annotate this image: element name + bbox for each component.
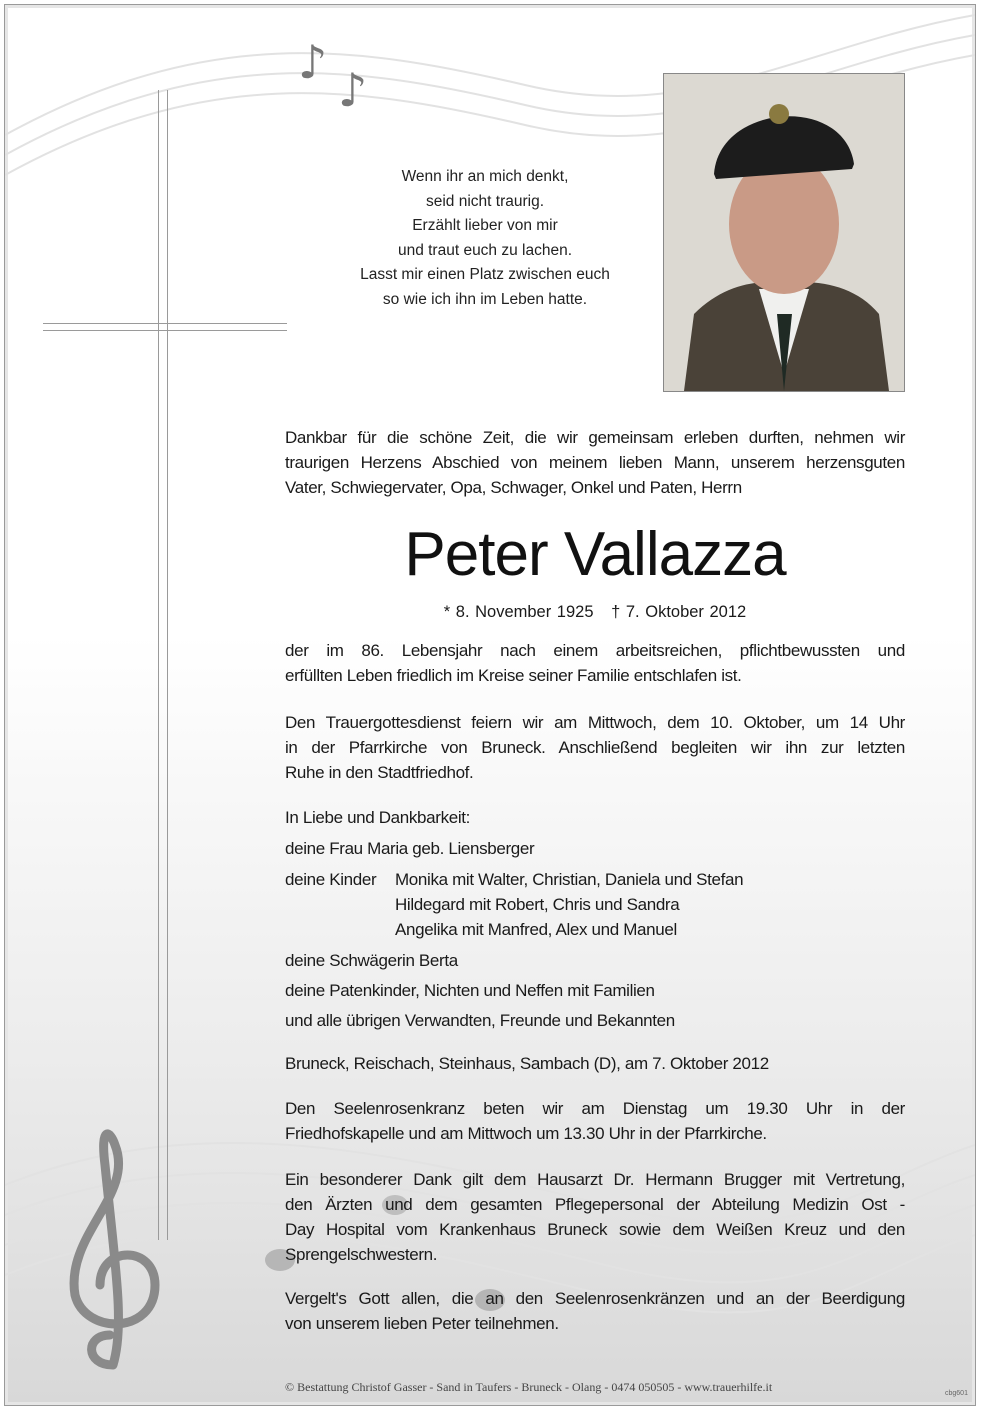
text-line: von unserem lieben Peter teilnehmen.	[285, 1314, 559, 1333]
text-line: Bruneck, Reischach, Steinhaus, Sambach (D), am 7. Oktober 2012	[285, 1054, 769, 1073]
family-sister-in-law: deine Schwägerin Berta	[285, 951, 458, 970]
cross-vertical-beam	[158, 90, 168, 1240]
life-dates	[285, 603, 905, 622]
text-line: der im 86. Lebensjahr nach einem arbeitsreichen, pflichtbewussten und	[285, 641, 905, 660]
closing-paragraph	[285, 1286, 905, 1336]
text-line: Sprengelschwestern.	[285, 1245, 438, 1264]
footer-credit: © Bestattung Christof Gasser - Sand in Taufers - Bruneck - Olang - 0474 050505 - www.trauerhilfe.it	[285, 1380, 773, 1394]
text-line: Vater, Schwiegervater, Opa, Schwager, Onkel und Paten, Herrn	[285, 478, 742, 497]
text-line: in der Pfarrkirche von Bruneck. Anschließend begleiten wir ihn zur letzten	[285, 738, 905, 757]
intro-paragraph	[285, 425, 905, 500]
template-code: cbg601	[945, 1390, 968, 1397]
text-line: Ruhe in den Stadtfriedhof.	[285, 763, 474, 782]
family-children	[285, 867, 905, 942]
text-line: Vergelt's Gott allen, die an den Seelenrosenkränzen und an der Beerdigung	[285, 1289, 905, 1308]
portrait-photo	[663, 73, 905, 392]
family-others: und alle übrigen Verwandten, Freunde und Bekannten	[285, 1011, 675, 1030]
death-date: † 7. Oktober 2012	[611, 603, 747, 621]
text-line: Dankbar für die schöne Zeit, die wir gemeinsam erleben durften, nehmen wir	[285, 428, 905, 447]
family-heading: In Liebe und Dankbarkeit:	[285, 808, 470, 827]
text-line: Ein besonderer Dank gilt dem Hausarzt Dr. Hermann Brugger mit Vertretung,	[285, 1170, 905, 1189]
text-line: Friedhofskapelle und am Mittwoch um 13.30 Uhr in der Pfarrkirche.	[285, 1124, 767, 1143]
birth-date: * 8. November 1925	[443, 603, 594, 621]
poem-line: Erzählt lieber von mir	[412, 217, 558, 234]
text-line: Den Seelenrosenkranz beten wir am Dienstag um 19.30 Uhr in der	[285, 1099, 905, 1118]
child-entry: Monika mit Walter, Christian, Daniela und Stefan	[395, 870, 744, 889]
text-line: Day Hospital vom Krankenhaus Bruneck sowie dem Weißen Kreuz und den	[285, 1220, 905, 1239]
poem-line: und traut euch zu lachen.	[397, 241, 573, 259]
child-entry: Angelika mit Manfred, Alex und Manuel	[395, 920, 677, 939]
poem-line: so wie ich ihn im Leben hatte.	[382, 290, 588, 308]
child-entry: Hildegard mit Robert, Chris und Sandra	[395, 895, 680, 914]
text-line: Den Trauergottesdienst feiern wir am Mittwoch, dem 10. Oktober, um 14 Uhr	[285, 713, 905, 732]
text-line: erfüllten Leben friedlich im Kreise seiner Familie entschlafen ist.	[285, 666, 742, 685]
family-godchildren: deine Patenkinder, Nichten und Neffen mit Familien	[285, 981, 655, 1000]
cross-horizontal-beam	[43, 323, 287, 331]
rosary-paragraph	[285, 1096, 905, 1146]
memorial-poem	[300, 165, 670, 312]
thanks-paragraph	[285, 1167, 905, 1267]
funeral-paragraph	[285, 710, 905, 785]
family-list	[285, 805, 905, 1033]
text-line: traurigen Herzens Abschied von meinem lieben Mann, unserem herzensguten	[285, 453, 905, 472]
music-note-icon: ♪	[338, 63, 368, 117]
treble-clef-icon	[74, 1134, 155, 1365]
poem-line: Lasst mir einen Platz zwischen euch	[360, 266, 610, 283]
poem-line: Wenn ihr an mich denkt,	[401, 168, 569, 185]
deceased-name: Peter Vallazza	[404, 520, 786, 589]
life-paragraph	[285, 638, 905, 688]
music-note-icon: ♪	[298, 35, 328, 89]
children-label: deine Kinder	[285, 870, 377, 889]
family-wife: deine Frau Maria geb. Liensberger	[285, 839, 535, 858]
poem-line: seid nicht traurig.	[425, 192, 545, 210]
place-date	[285, 1051, 905, 1076]
text-line: den Ärzten und dem gesamten Pflegepersonal der Abteilung Medizin Ost -	[285, 1195, 905, 1214]
